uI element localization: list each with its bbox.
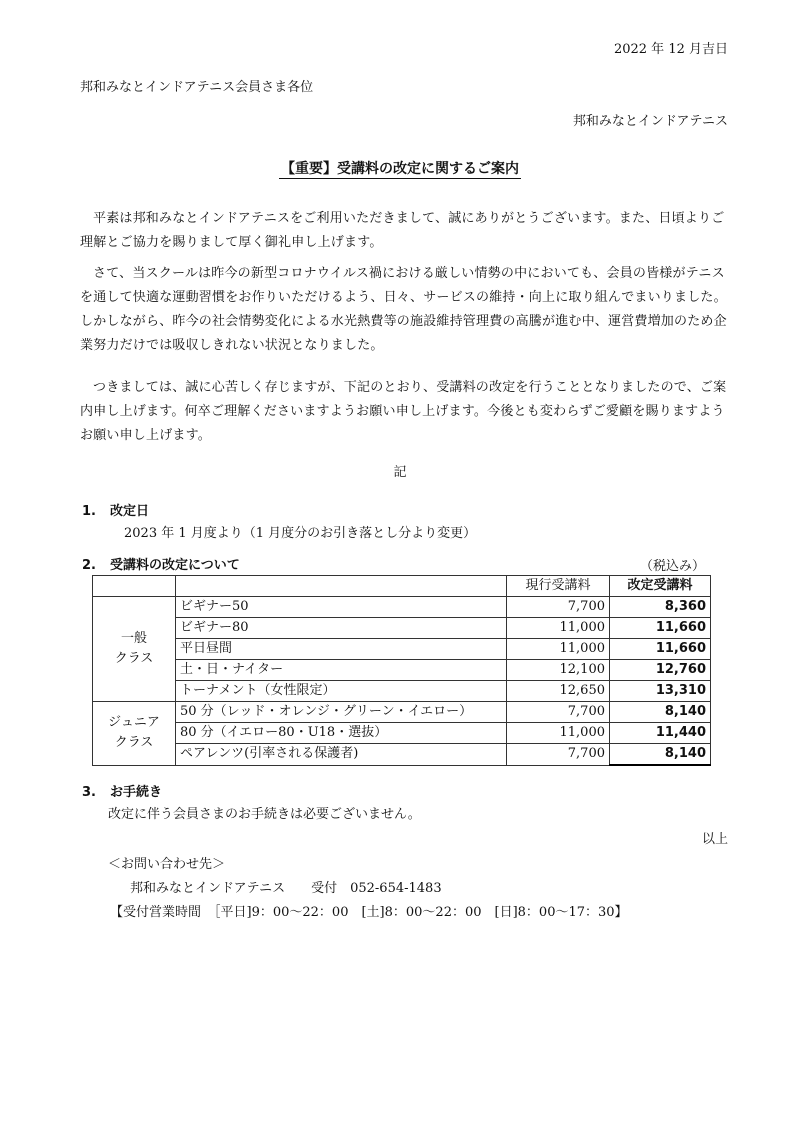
current-fee: 12,650	[507, 681, 610, 702]
current-fee: 11,000	[507, 618, 610, 639]
current-fee: 11,000	[507, 639, 610, 660]
new-fee: 8,140	[610, 702, 711, 723]
course-name: トーナメント（女性限定）	[176, 681, 507, 702]
contact-line	[130, 877, 442, 896]
section-3-title: お手続き	[110, 785, 163, 800]
table-header-row	[93, 576, 711, 597]
paragraph-situation: さて、当スクールは昨今の新型コロナウイルス禍における厳しい情勢の中においても、会員の皆様がテニスを通して快適な運動習慣をお作りいただけるよう、日々、サービスの維持・向上に取り組んでまいりました。しかしながら、昨今の社会情勢変化による水光熱費等の施設維持管理費の高騰が進む中、運営費増加のため企業努力だけでは吸収しきれない状況となりました。	[80, 266, 727, 353]
current-fee: 11,000	[507, 723, 610, 744]
new-fee: 8,140	[610, 744, 711, 766]
header-blank-name	[176, 576, 507, 597]
section-3-body: 改定に伴う会員さまのお手続きは必要ございません。	[108, 807, 421, 822]
fee-table	[92, 575, 711, 766]
header-current-fee: 現行受講料	[507, 576, 610, 597]
contact-name: 邦和みなとインドアテニス	[130, 881, 286, 896]
document-title: 【重要】受講料の改定に関するご案内	[281, 161, 519, 177]
section-3-heading	[82, 781, 162, 800]
section-1-number: 1.	[82, 504, 96, 519]
table-row	[93, 744, 711, 766]
table-row	[93, 597, 711, 618]
ki-mark: 記	[393, 465, 407, 480]
course-name: ビギナー80	[176, 618, 507, 639]
document-title-wrap	[0, 158, 800, 178]
current-fee: 7,700	[507, 702, 610, 723]
header-blank-group	[93, 576, 176, 597]
table-row	[93, 618, 711, 639]
section-2-title: 受講料の改定について	[110, 558, 240, 573]
contact-label: ＜お問い合わせ先＞	[108, 857, 226, 872]
group-label-junior: ジュニア クラス	[93, 702, 176, 766]
paragraph-announcement: つきましては、誠に心苦しく存じますが、下記のとおり、受講料の改定を行うこととなりましたので、ご案内申し上げます。何卒ご理解くださいますようお願い申し上げます。今後とも変わらずご愛顧を賜りますようお願い申し上げます。	[80, 380, 727, 443]
section-1-title: 改定日	[110, 504, 150, 519]
table-row	[93, 660, 711, 681]
header-new-fee: 改定受講料	[610, 576, 711, 597]
section-1-heading	[82, 500, 149, 519]
new-fee: 13,310	[610, 681, 711, 702]
new-fee: 11,440	[610, 723, 711, 744]
section-1-body: 2023 年 1 月度より（1 月度分のお引き落とし分より変更）	[124, 526, 477, 541]
course-name: 50 分（レッド・オレンジ・グリーン・イエロー）	[176, 702, 507, 723]
section-3-number: 3.	[82, 785, 96, 800]
new-fee: 12,760	[610, 660, 711, 681]
section-2-heading	[82, 554, 240, 573]
section-2-number: 2.	[82, 558, 96, 573]
new-fee: 8,360	[610, 597, 711, 618]
course-name: 80 分（イエロー80・U18・選抜）	[176, 723, 507, 744]
table-row	[93, 723, 711, 744]
table-row	[93, 639, 711, 660]
new-fee: 11,660	[610, 618, 711, 639]
course-name: 土・日・ナイター	[176, 660, 507, 681]
group-label-general: 一般 クラス	[93, 597, 176, 702]
course-name: ペアレンツ(引率される保護者)	[176, 744, 507, 766]
current-fee: 7,700	[507, 744, 610, 766]
current-fee: 7,700	[507, 597, 610, 618]
table-row	[93, 681, 711, 702]
tax-note: （税込み）	[639, 559, 705, 574]
sender: 邦和みなとインドアテニス	[572, 114, 728, 129]
table-row	[93, 702, 711, 723]
paragraph-greeting: 平素は邦和みなとインドアテニスをご利用いただきまして、誠にありがとうございます。また、日頃よりご理解とご協力を賜りまして厚く御礼申し上げます。	[80, 211, 725, 250]
document-date: 2022 年 12 月吉日	[613, 42, 728, 57]
addressee: 邦和みなとインドアテニス会員さま各位	[80, 80, 314, 95]
current-fee: 12,100	[507, 660, 610, 681]
business-hours: 【受付営業時間 ［平日]9：00〜22：00 [土]8：00〜22：00 [日]8：00〜17：30】	[110, 905, 628, 920]
contact-phone: 受付 052-654-1483	[311, 881, 442, 896]
course-name: 平日昼間	[176, 639, 507, 660]
closing-mark: 以上	[701, 832, 728, 847]
new-fee: 11,660	[610, 639, 711, 660]
course-name: ビギナー50	[176, 597, 507, 618]
